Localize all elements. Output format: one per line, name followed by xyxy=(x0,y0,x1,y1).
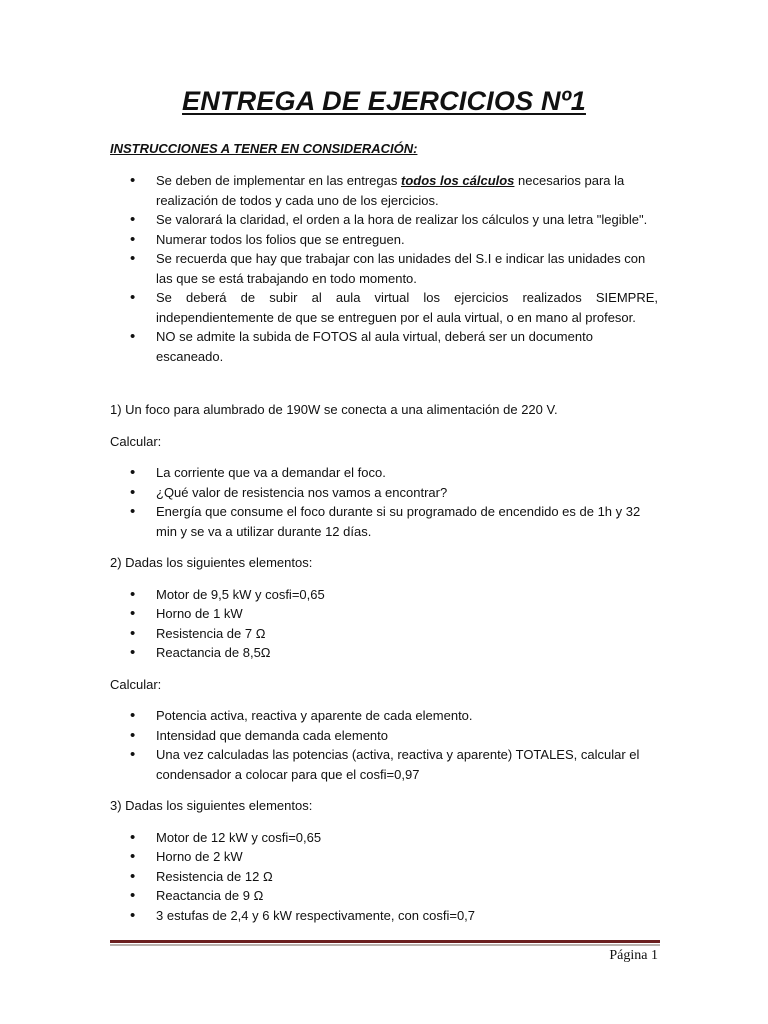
instruction-text: necesarios para la realización de todos y cada uno de los ejercicios. xyxy=(156,173,625,208)
instructions-list xyxy=(110,171,658,366)
element-item: • Reactancia de 8,5Ω xyxy=(110,643,658,663)
instruction-item: • NO se admite la subida de FOTOS al aula virtual, deberá ser un documento escaneado. xyxy=(110,327,658,366)
instruction-emphasis: todos los cálculos xyxy=(401,173,515,188)
element-item: • Horno de 2 kW xyxy=(110,847,658,867)
element-item: • 3 estufas de 2,4 y 6 kW respectivamente, con cosfi=0,7 xyxy=(110,906,658,926)
question-item: • ¿Qué valor de resistencia nos vamos a encontrar? xyxy=(110,483,658,503)
instruction-text: Se deben de implementar en las entregas xyxy=(156,173,401,188)
question-item: • La corriente que va a demandar el foco. xyxy=(110,463,658,483)
document-title: ENTREGA DE EJERCICIOS Nº1 xyxy=(182,86,586,116)
question-item: • Potencia activa, reactiva y aparente de cada elemento. xyxy=(110,706,658,726)
instruction-item xyxy=(110,171,658,210)
element-item: • Horno de 1 kW xyxy=(110,604,658,624)
instructions-heading: INSTRUCCIONES A TENER EN CONSIDERACIÓN: xyxy=(110,141,418,156)
instruction-item: • Se recuerda que hay que trabajar con las unidades del S.I e indicar las unidades con las que se está trabajando en todo momento. xyxy=(110,249,658,288)
exercise-2-calc-label: Calcular: xyxy=(110,676,162,692)
instruction-item: • Se valorará la claridad, el orden a la hora de realizar los cálculos y una letra "legible". xyxy=(110,210,658,230)
exercise-2-statement: 2) Dadas los siguientes elementos: xyxy=(110,555,313,570)
exercise-3-statement: 3) Dadas los siguientes elementos: xyxy=(110,798,313,813)
footer-divider xyxy=(110,940,660,943)
exercise-1-calc-label: Calcular: xyxy=(110,433,162,449)
document-body xyxy=(110,171,658,925)
question-item: • Intensidad que demanda cada elemento xyxy=(110,726,658,746)
exercise-1-questions xyxy=(110,463,658,541)
element-item: • Motor de 12 kW y cosfi=0,65 xyxy=(110,828,658,848)
element-item: • Motor de 9,5 kW y cosfi=0,65 xyxy=(110,585,658,605)
page-number: Página 1 xyxy=(609,948,658,963)
exercise-3-elements xyxy=(110,828,658,926)
exercise-1-statement: 1) Un foco para alumbrado de 190W se conecta a una alimentación de 220 V. xyxy=(110,402,558,417)
question-item: • Energía que consume el foco durante si su programado de encendido es de 1h y 32 min y se va a utilizar durante 12 días. xyxy=(110,502,658,541)
element-item: • Resistencia de 12 Ω xyxy=(110,867,658,887)
question-item: • Una vez calculadas las potencias (activa, reactiva y aparente) TOTALES, calcular el condensador a colocar para que el cosfi=0,97 xyxy=(110,745,658,784)
element-item: • Resistencia de 7 Ω xyxy=(110,624,658,644)
exercise-2-elements xyxy=(110,585,658,663)
instruction-item: • Se deberá de subir al aula virtual los ejercicios realizados SIEMPRE, independientemente de que se entreguen por el aula virtual, o en mano al profesor. xyxy=(110,288,658,327)
footer-divider-shadow xyxy=(110,944,660,946)
element-item: • Reactancia de 9 Ω xyxy=(110,886,658,906)
exercise-2-questions xyxy=(110,706,658,784)
instruction-item: • Numerar todos los folios que se entreguen. xyxy=(110,230,658,250)
